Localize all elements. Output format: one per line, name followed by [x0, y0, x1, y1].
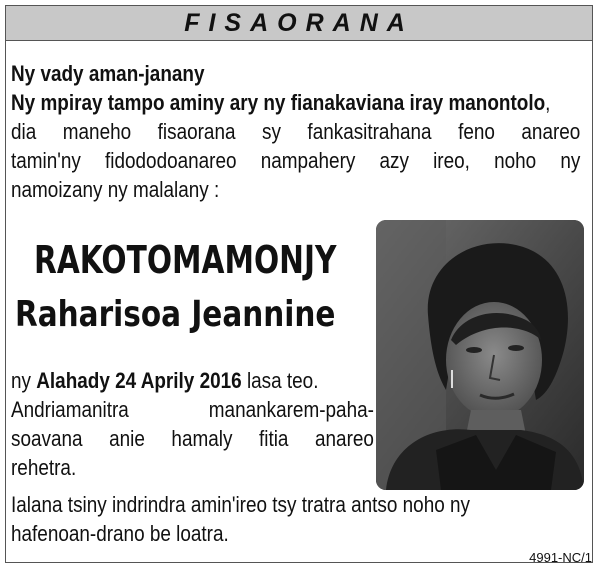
intro-paragraph-line-3: namoizany ny malalany : [11, 177, 220, 202]
intro-paragraph-line-2: tamin'ny fidododoanareo nampahery azy ireo, noho ny [11, 148, 581, 173]
intro-line-2 [11, 88, 550, 117]
reference-code: 4991-NC/1 [529, 550, 592, 565]
deceased-surname: RAKOTOMAMONJY [34, 238, 337, 282]
closing-line-1: Ialana tsiny indrindra amin'ireo tsy tratra antso noho ny [11, 492, 470, 517]
notice-header [6, 6, 592, 41]
blessing-line-2: soavana anie hamaly fitia anareo [11, 426, 374, 451]
blessing-paragraph [11, 395, 374, 482]
portrait-image [376, 220, 584, 490]
intro-paragraph [11, 117, 580, 204]
notice-title: FISAORANA [184, 8, 414, 37]
intro-line-1: Ny vady aman-janany [11, 61, 205, 86]
date-line [11, 366, 318, 395]
intro-line-2-tail: , [545, 90, 551, 115]
blessing-line-1: Andriamanitra manankarem-paha- [11, 397, 374, 422]
blessing-line-3: rehetra. [11, 455, 77, 480]
closing-line-2: hafenoan-drano be loatra. [11, 521, 229, 546]
death-date: Alahady 24 Aprily 2016 [36, 368, 242, 393]
date-suffix: lasa teo. [241, 368, 319, 393]
intro-paragraph-line-1: dia maneho fisaorana sy fankasitrahana feno anareo [11, 119, 581, 144]
deceased-given-names: Raharisoa Jeannine [15, 294, 336, 335]
portrait-photo [376, 220, 584, 490]
date-prefix: ny [11, 368, 37, 393]
intro-line-2-bold: Ny mpiray tampo aminy ary ny fianakaviana iray manontolo [11, 90, 546, 115]
